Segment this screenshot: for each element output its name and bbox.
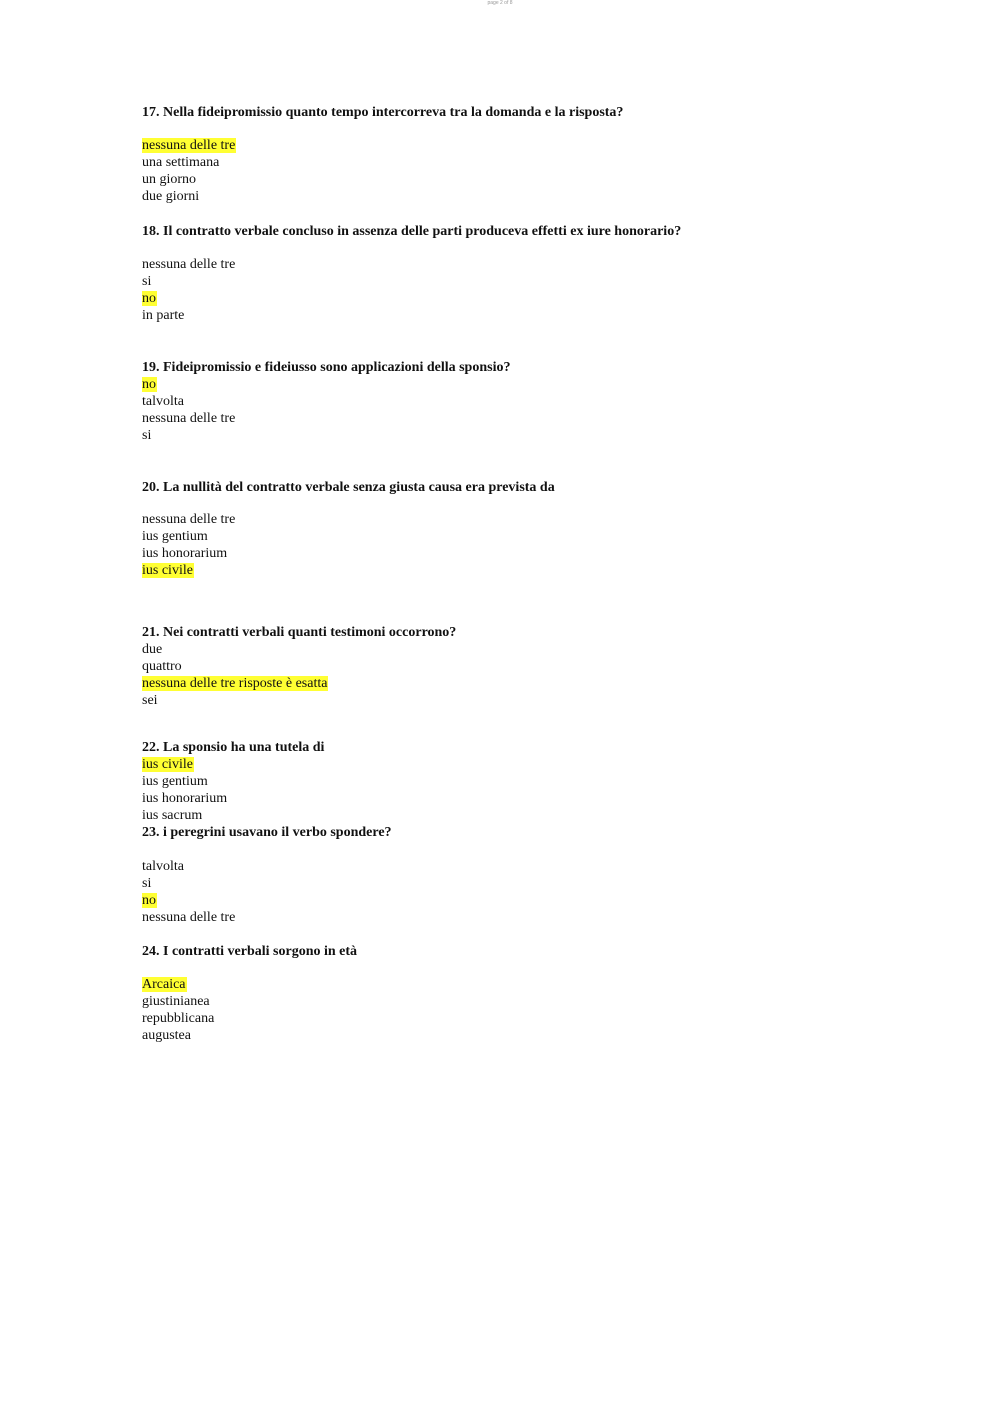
answer-list <box>142 976 942 1044</box>
question-title: 20. La nullità del contratto verbale senza giusta causa era prevista da <box>142 480 555 495</box>
answer-option-correct: nessuna delle tre risposte è esatta <box>142 676 328 691</box>
answer-option: quattro <box>142 659 182 674</box>
question-title: 24. I contratti verbali sorgono in età <box>142 944 358 959</box>
question-title: 23. i peregrini usavano il verbo spondere? <box>142 825 392 840</box>
answer-option-correct: no <box>142 893 156 908</box>
answer-option: nessuna delle tre <box>142 411 236 426</box>
answer-option: ius honorarium <box>142 546 228 561</box>
answer-option-correct: Arcaica <box>142 977 186 992</box>
answer-list <box>142 256 942 324</box>
answer-option-correct: nessuna delle tre <box>142 138 236 153</box>
answer-option-correct: no <box>142 377 156 392</box>
question-18 <box>142 223 942 324</box>
answer-list <box>142 756 942 823</box>
question-19 <box>142 359 942 444</box>
answer-option: talvolta <box>142 394 184 409</box>
question-21 <box>142 624 942 709</box>
answer-option: due giorni <box>142 189 200 204</box>
answer-option: sei <box>142 693 158 708</box>
question-22 <box>142 739 942 823</box>
answer-list <box>142 137 942 205</box>
answer-option: nessuna delle tre <box>142 257 236 272</box>
answer-option: un giorno <box>142 172 197 187</box>
answer-option: si <box>142 876 152 891</box>
answer-option: ius gentium <box>142 529 208 544</box>
answer-option: repubblicana <box>142 1011 215 1026</box>
question-title: 18. Il contratto verbale concluso in assenza delle parti produceva effetti ex iure honorario? <box>142 224 682 239</box>
answer-option: si <box>142 274 152 289</box>
answer-option-correct: no <box>142 291 156 306</box>
answer-list <box>142 641 942 709</box>
question-title: 19. Fideipromissio e fideiusso sono applicazioni della sponsio? <box>142 360 511 375</box>
answer-option-correct: ius civile <box>142 563 193 578</box>
page-header-mark: page 2 of 8 <box>487 0 513 6</box>
question-23 <box>142 824 942 926</box>
question-17 <box>142 104 942 205</box>
answer-list <box>142 511 942 579</box>
answer-option-correct: ius civile <box>142 757 193 772</box>
answer-option: nessuna delle tre <box>142 512 236 527</box>
answer-option: giustinianea <box>142 994 210 1009</box>
answer-option: ius honorarium <box>142 791 228 806</box>
answer-list <box>142 376 942 444</box>
answer-option: ius sacrum <box>142 808 203 823</box>
question-title: 17. Nella fideipromissio quanto tempo intercorreva tra la domanda e la risposta? <box>142 105 624 120</box>
answer-option: due <box>142 642 163 657</box>
answer-list <box>142 858 942 926</box>
question-24 <box>142 943 942 1044</box>
question-20 <box>142 479 942 579</box>
question-title: 22. La sponsio ha una tutela di <box>142 740 325 755</box>
answer-option: talvolta <box>142 859 184 874</box>
answer-option: ius gentium <box>142 774 208 789</box>
answer-option: si <box>142 428 152 443</box>
answer-option: in parte <box>142 308 185 323</box>
question-title: 21. Nei contratti verbali quanti testimoni occorrono? <box>142 625 457 640</box>
answer-option: nessuna delle tre <box>142 910 236 925</box>
answer-option: augustea <box>142 1028 191 1043</box>
answer-option: una settimana <box>142 155 220 170</box>
